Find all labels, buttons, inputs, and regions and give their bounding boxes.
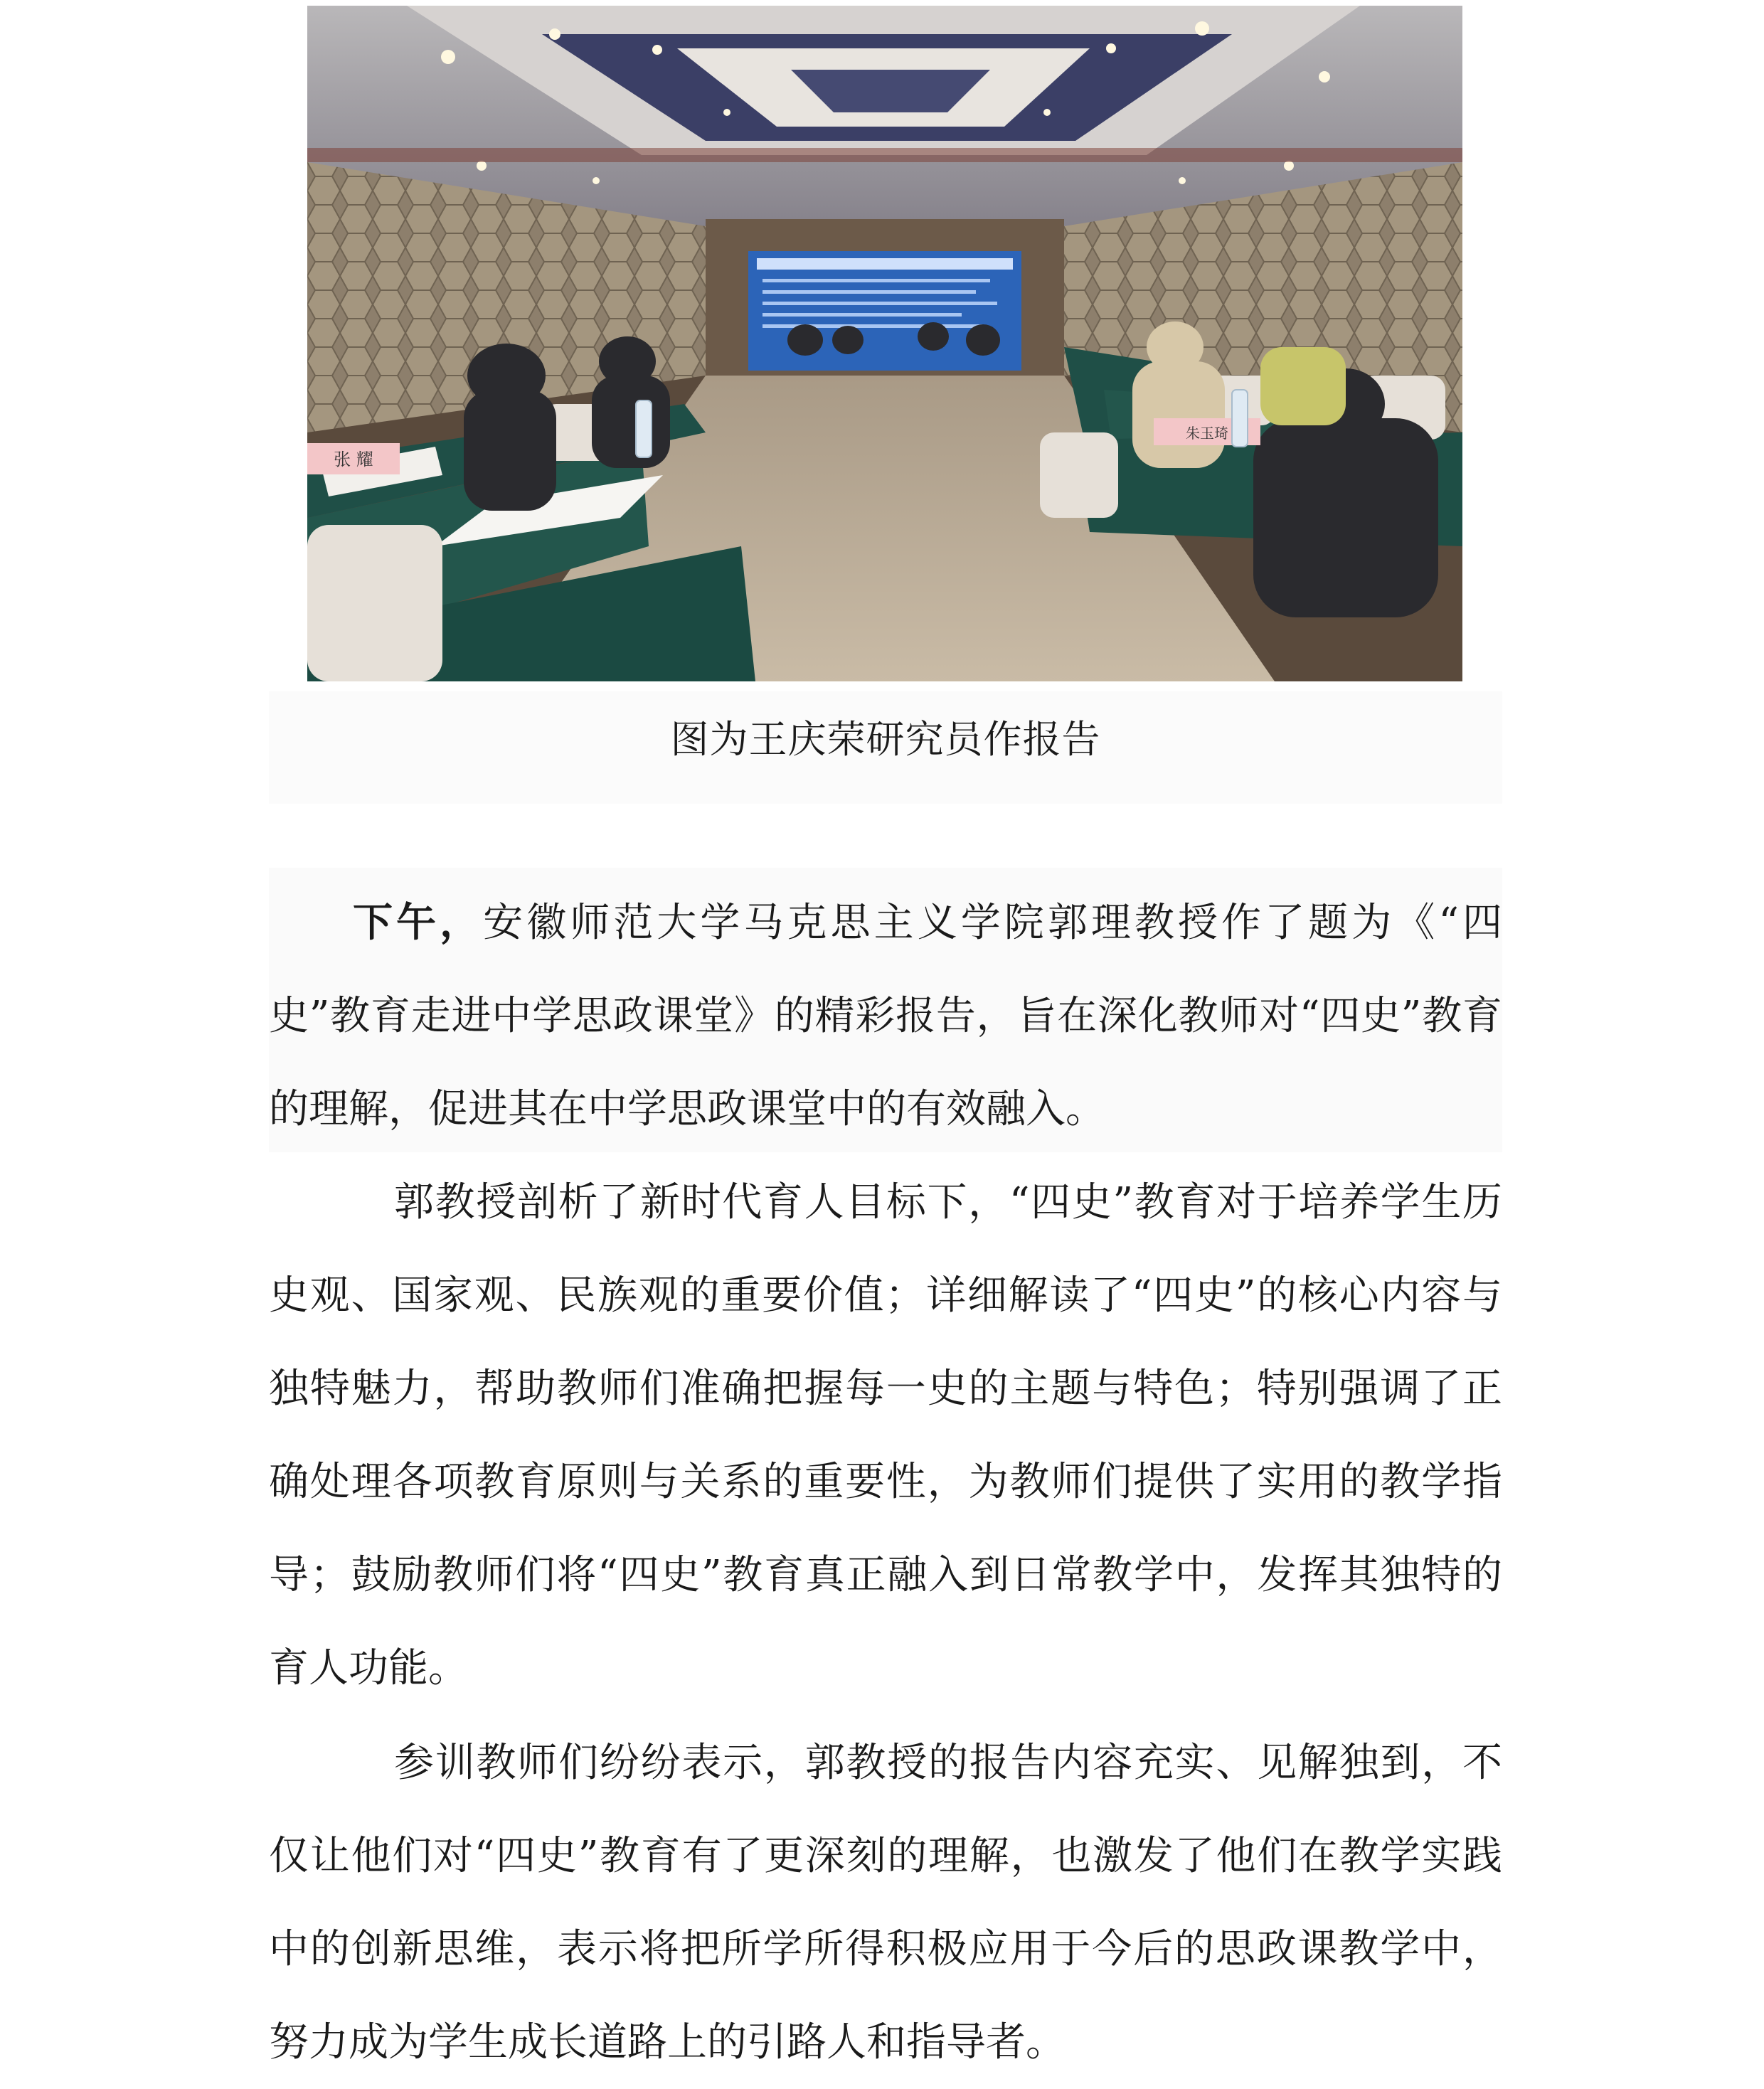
paragraph-1-text: 安徽师范大学马克思主义学院郭理教授作了题为《“四史”教育走进中学思政课堂》的精彩报告，旨在深化教师对“四史”教育的理解，促进其在中学思政课堂中的有效融入。 [269, 900, 1503, 1132]
paragraph-1 [269, 876, 1502, 1156]
name-card-2: 张 耀 [334, 450, 373, 469]
paragraph-2: 郭教授剖析了新时代育人目标下，“四史”教育对于培养学生历史观、国家观、民族观的重要价值；详细解读了“四史”的核心内容与独特魅力，帮助教师们准确把握每一史的主题与特色；特别强调了正确处理各项教育原则与关系的重要性，为教师们提供了实用的教学指导；鼓励教师们将“四史”教育真正融入到日常教学中，发挥其独特的育人功能。 [269, 1179, 1502, 1691]
paragraph-1-lead: 下午， [353, 899, 484, 946]
conference-photo [307, 6, 1462, 681]
name-card-1: 朱玉琦 [1186, 425, 1228, 442]
photo-caption: 图为王庆荣研究员作报告 [670, 717, 1101, 762]
paragraph-3: 参训教师们纷纷表示，郭教授的报告内容充实、见解独到，不仅让他们对“四史”教育有了更深刻的理解，也激发了他们在教学实践中的创新思维，表示将把所学所得积极应用于今后的思政课教学中，努力成为学生成长道路上的引路人和指导者。 [269, 1740, 1502, 2066]
